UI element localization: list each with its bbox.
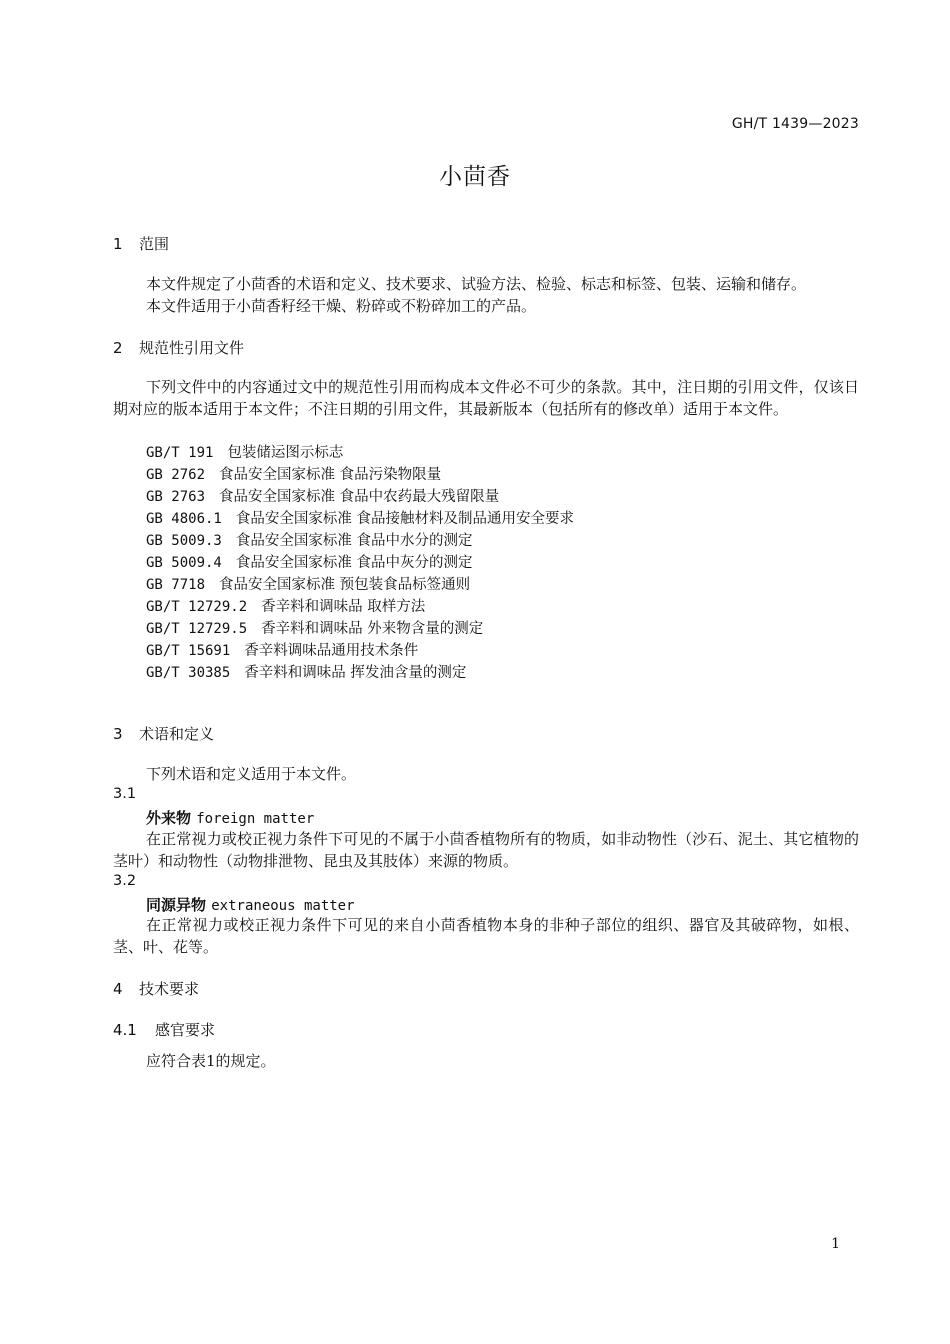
reference-title: 包装储运图示标志 <box>227 445 344 461</box>
subsection-4-1-heading <box>113 1019 215 1040</box>
reference-item <box>146 661 466 682</box>
section-number: 1 <box>113 235 123 253</box>
section-1-heading <box>113 233 169 254</box>
reference-item <box>146 551 472 572</box>
reference-code: GB 4806.1 <box>146 511 222 527</box>
section-number: 3 <box>113 725 123 743</box>
scope-paragraph-1: 本文件规定了小茴香的术语和定义、技术要求、试验方法、检验、标志和标签、包装、运输和储存。 <box>146 275 807 293</box>
reference-item <box>146 617 483 638</box>
reference-title: 食品安全国家标准 食品中农药最大残留限量 <box>219 489 500 505</box>
reference-code: GB 2762 <box>146 467 206 483</box>
term-name-zh: 外来物 <box>146 809 192 827</box>
reference-title: 食品安全国家标准 食品污染物限量 <box>219 467 442 483</box>
reference-item <box>146 595 425 616</box>
reference-code: GB/T 15691 <box>146 643 231 659</box>
reference-item <box>146 639 418 660</box>
reference-title: 香辛料和调味品 挥发油含量的测定 <box>244 665 467 681</box>
section-title: 规范性引用文件 <box>139 339 245 357</box>
section-title: 技术要求 <box>139 980 200 998</box>
reference-code: GB 7718 <box>146 577 206 593</box>
reference-item <box>146 529 472 550</box>
term-definition: 在正常视力或校正视力条件下可见的不属于小茴香植物所有的物质，如非动物性（沙石、泥土、其它植物的茎叶）和动物性（动物排泄物、昆虫及其肢体）来源的物质。 <box>113 830 859 870</box>
reference-code: GB 5009.4 <box>146 555 222 571</box>
section-number: 4 <box>113 980 123 998</box>
reference-title: 香辛料和调味品 外来物含量的测定 <box>261 621 484 637</box>
reference-code: GB/T 30385 <box>146 665 231 681</box>
reference-code: GB 2763 <box>146 489 206 505</box>
term-name-en: foreign matter <box>196 811 315 827</box>
reference-code: GB/T 12729.5 <box>146 621 248 637</box>
term-number: 3.1 <box>113 786 137 802</box>
term-number: 3.2 <box>113 873 137 889</box>
reference-code: GB/T 191 <box>146 445 214 461</box>
reference-code: GB 5009.3 <box>146 533 222 549</box>
page-number: 1 <box>831 1236 840 1252</box>
sensory-requirements-paragraph: 应符合表1的规定。 <box>146 1052 276 1070</box>
term-name-zh: 同源异物 <box>146 896 207 914</box>
reference-item <box>146 485 499 506</box>
reference-title: 食品安全国家标准 食品中水分的测定 <box>235 533 473 549</box>
standard-code: GH/T 1439—2023 <box>731 116 859 132</box>
references-intro: 下列文件中的内容通过文中的规范性引用而构成本文件必不可少的条款。其中，注日期的引用文件，仅该日期对应的版本适用于本文件；不注日期的引用文件，其最新版本（包括所有的修改单）适用于本文件。 <box>113 378 859 418</box>
section-title: 范围 <box>139 235 170 253</box>
reference-code: GB/T 12729.2 <box>146 599 248 615</box>
subsection-number: 4.1 <box>113 1021 137 1039</box>
reference-item <box>146 573 470 594</box>
reference-item <box>146 441 343 462</box>
section-2-heading <box>113 337 244 358</box>
subsection-title: 感官要求 <box>155 1021 216 1039</box>
scope-paragraph-2: 本文件适用于小茴香籽经干燥、粉碎或不粉碎加工的产品。 <box>146 297 537 315</box>
reference-item <box>146 463 441 484</box>
term-definition: 在正常视力或校正视力条件下可见的来自小茴香植物本身的非种子部位的组织、器官及其破碎物，如根、茎、叶、花等。 <box>113 916 859 956</box>
section-3-heading <box>113 723 214 744</box>
reference-title: 食品安全国家标准 食品中灰分的测定 <box>235 555 473 571</box>
term-name <box>146 894 355 915</box>
section-title: 术语和定义 <box>139 725 215 743</box>
term-name-en: extraneous matter <box>211 898 355 914</box>
document-title: 小茴香 <box>439 164 511 190</box>
section-4-heading <box>113 978 199 999</box>
reference-item <box>146 507 574 528</box>
reference-title: 香辛料和调味品 取样方法 <box>261 599 426 615</box>
terms-intro: 下列术语和定义适用于本文件。 <box>146 765 357 783</box>
reference-title: 食品安全国家标准 食品接触材料及制品通用安全要求 <box>235 511 574 527</box>
reference-title: 香辛料调味品通用技术条件 <box>244 643 419 659</box>
reference-title: 食品安全国家标准 预包装食品标签通则 <box>219 577 471 593</box>
term-name <box>146 807 314 828</box>
section-number: 2 <box>113 339 123 357</box>
